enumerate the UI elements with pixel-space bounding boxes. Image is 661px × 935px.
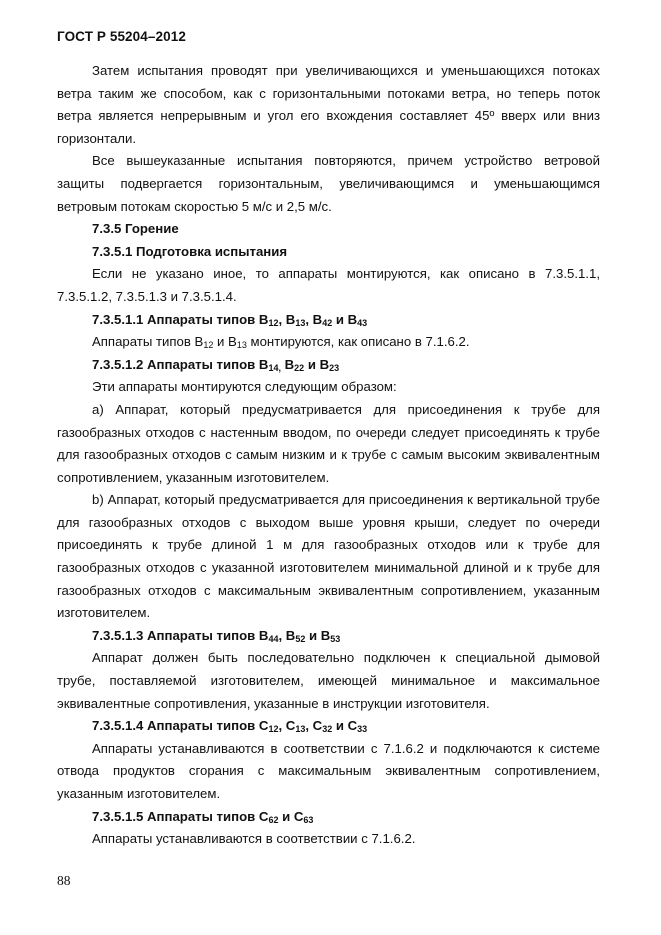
paragraph-b12-b13-mounting: Аппараты типов $В_{12}$ и $В_{13}$ монтируются, как описано в 7.1.6.2. xyxy=(92,334,470,351)
paragraph-c62-c63-install: Аппараты устанавливаются в соответствии с 7.1.6.2. xyxy=(92,831,416,847)
heading-7-3-5-1-4: 7.3.5.1.4 Аппараты типов $С_{12}$, $С_{13}$, $С_{32}$ и $С_{33}$ xyxy=(92,718,368,735)
document-body xyxy=(57,60,600,851)
paragraph-mounting-as-follows: Эти аппараты монтируются следующим образом: xyxy=(92,379,397,395)
heading-7-3-5-1-2: 7.3.5.1.2 Аппараты типов $В_{14,}$ $В_{22}$ и $В_{23}$ xyxy=(92,356,340,373)
paragraph-item-b: b) Аппарат, который предусматривается для присоединения к вертикальной трубе для газообразных отходов с выходом выше уровня крыши, следует по очереди присоединять к трубе длиной 1 м для газообразных отходов или к трубе для газообразных отходов с указанной изготовителем минимальной длиной и к трубе для газообразных отходов с максимальным эквивалентным сопротивлением, указанным изготовителем. xyxy=(57,492,600,621)
heading-7-3-5: 7.3.5 Горение xyxy=(92,221,179,237)
heading-7-3-5-1-1: 7.3.5.1.1 Аппараты типов $В_{12}$, $В_{13}$, $В_{42}$ и $В_{43}$ xyxy=(92,311,368,328)
page-number: 88 xyxy=(57,873,71,888)
paragraph-item-a: а) Аппарат, который предусматривается для присоединения к трубе для газообразных отходов с настенным вводом, по очереди следует присоединять к трубе для газообразных отходов с самым низким и к трубе с самым высоким эквивалентным сопротивлением, указанным изготовителем. xyxy=(57,401,600,485)
heading-7-3-5-1-3: 7.3.5.1.3 Аппараты типов $В_{44}$, $В_{52}$ и $В_{53}$ xyxy=(92,627,341,644)
paragraph-mounting-note: Если не указано иное, то аппараты монтируются, как описано в 7.3.5.1.1, 7.3.5.1.2, 7.3.5.1.3 и 7.3.5.1.4. xyxy=(57,266,600,304)
paragraph-wind-tests-45: Затем испытания проводят при увеличивающихся и уменьшающихся потоках ветра таким же способом, как с горизонтальными потоками ветра, но теперь поток ветра является непрерывным и угол его вхождения составляет 45º вверх или вниз горизонтали. xyxy=(57,63,600,146)
paragraph-wind-tests-repeat: Все вышеуказанные испытания повторяются, причем устройство ветровой защиты подвергается горизонтальным, увеличивающимся и уменьшающимся ветровым потокам скоростью 5 м/с и 2,5 м/с. xyxy=(57,153,600,214)
paragraph-chimney-connection: Аппарат должен быть последовательно подключен к специальной дымовой трубе, поставляемой изготовителем, имеющей минимальное и максимальное эквивалентные сопротивления, указанные в инструкции изготовителя. xyxy=(57,650,600,711)
heading-7-3-5-1-5: 7.3.5.1.5 Аппараты типов $С_{62}$ и $С_{63}$ xyxy=(92,808,314,825)
paragraph-c-types-install: Аппараты устанавливаются в соответствии с 7.1.6.2 и подключаются к системе отвода продуктов сгорания с максимальным эквивалентным сопротивлением, указанным изготовителем. xyxy=(57,740,600,801)
document-header: ГОСТ Р 55204–2012 xyxy=(57,29,186,44)
heading-7-3-5-1: 7.3.5.1 Подготовка испытания xyxy=(92,243,288,259)
